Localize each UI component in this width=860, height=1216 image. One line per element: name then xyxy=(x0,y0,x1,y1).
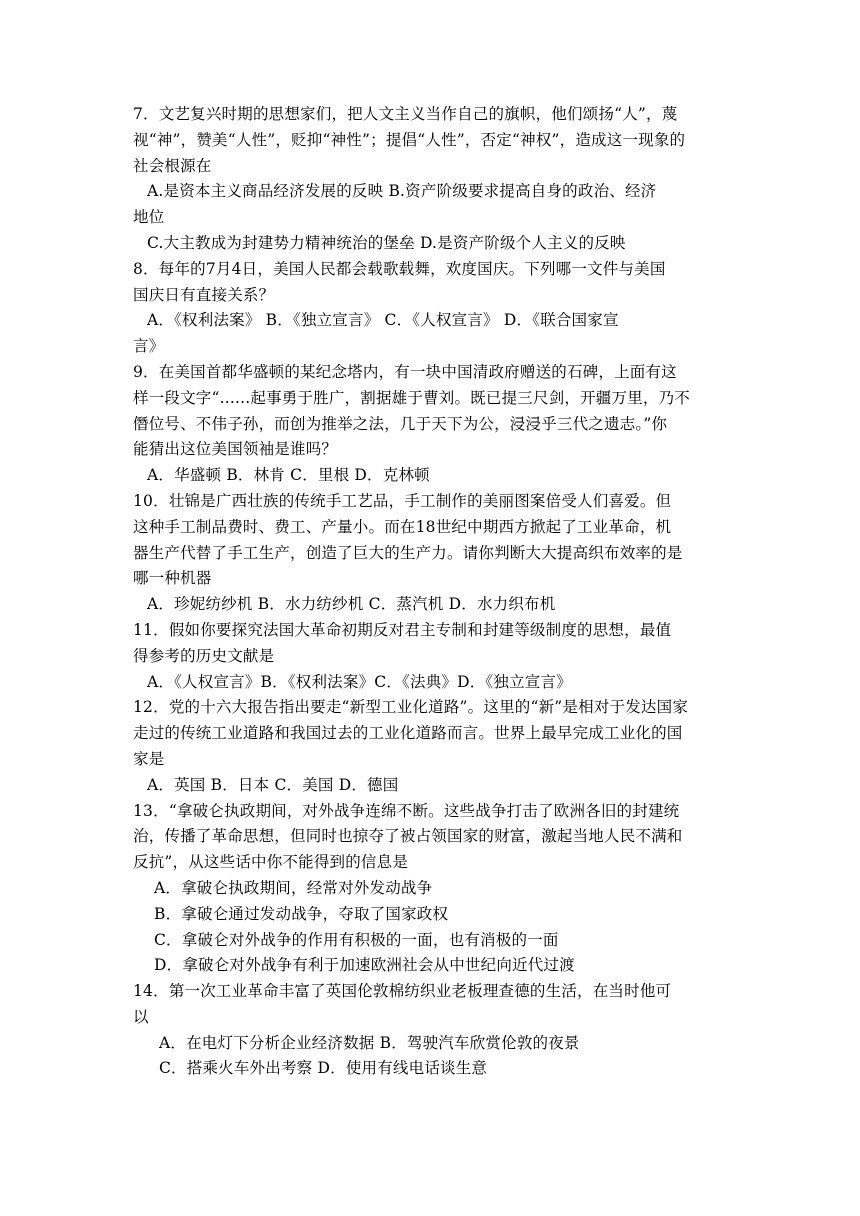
question-12-stem-line: 12．党的十六大报告指出要走“新型工业化道路”。这里的“新”是相对于发达国家 xyxy=(133,698,689,717)
question-9-option-line: A．华盛顿 B．林肯 C．里根 D．克林顿 xyxy=(147,466,430,485)
question-14 xyxy=(133,979,733,1082)
question-14-option-line: C．搭乘火车外出考察 D．使用有线电话谈生意 xyxy=(159,1059,488,1078)
question-8-option-line: 言》 xyxy=(133,337,165,356)
question-8-stem-line: 8．每年的7月4日，美国人民都会载歌载舞，欢度国庆。下列哪一文件与美国 xyxy=(133,259,666,278)
question-13-option-line: B．拿破仑通过发动战争，夺取了国家政权 xyxy=(154,904,449,923)
question-12-stem-line: 走过的传统工业道路和我国过去的工业化道路而言。世界上最早完成工业化的国 xyxy=(133,724,683,743)
question-10-stem-line: 这种手工制品费时、费工、产量小。而在18世纪中期西方掀起了工业革命，机 xyxy=(133,517,672,536)
question-7-stem-line: 7．文艺复兴时期的思想家们，把人文主义当作自己的旗帜，他们颂扬“人”，蔑 xyxy=(133,105,678,123)
question-10 xyxy=(133,489,733,618)
question-9-stem-line: 能猜出这位美国领袖是谁吗？ xyxy=(133,440,338,459)
question-9-stem-line: 9．在美国首都华盛顿的某纪念塔内，有一块中国清政府赠送的石碑，上面有这 xyxy=(133,362,677,381)
question-10-option-line: A．珍妮纺纱机 B．水力纺纱机 C．蒸汽机 D．水力织布机 xyxy=(147,595,556,614)
question-11-stem-line: 得参考的历史文献是 xyxy=(133,646,275,665)
question-13-stem-line: 治，传播了革命思想，但同时也掠夺了被占领国家的财富，激起当地人民不满和 xyxy=(133,827,683,846)
question-8-stem-line: 国庆日有直接关系？ xyxy=(133,285,275,304)
question-11-option-line: A．《人权宣言》B．《权利法案》C．《法典》D．《独立宣言》 xyxy=(147,672,572,691)
question-11-stem-line: 11．假如你要探究法国大革命初期反对君主专制和封建等级制度的思想，最值 xyxy=(133,620,672,639)
question-14-stem-line: 以 xyxy=(133,1007,149,1026)
question-7-option-line: 地位 xyxy=(133,208,165,227)
question-14-stem-line: 14．第一次工业革命丰富了英国伦敦棉纺织业老板理查德的生活，在当时他可 xyxy=(133,982,672,1001)
question-9-stem-line: 僭位号、不伟子孙，而创为推举之法，几于天下为公，浸浸乎三代之遗志。”你 xyxy=(133,414,668,433)
question-10-stem-line: 器生产代替了手工生产，创造了巨大的生产力。请你判断大大提高织布效率的是 xyxy=(133,543,683,562)
question-10-stem-line: 10．壮锦是广西壮族的传统手工艺品，手工制作的美丽图案倍受人们喜爱。但 xyxy=(133,491,672,510)
question-13 xyxy=(133,799,733,980)
question-7-stem-line: 视“神”，赞美“人性”，贬抑“神性”；提倡“人性”，否定“神权”，造成这一现象的 xyxy=(133,130,686,149)
question-13-option-line: D．拿破仑对外战争有利于加速欧洲社会从中世纪向近代过渡 xyxy=(154,956,575,975)
question-9-stem-line: 样一段文字“......起事勇于胜广，割据雄于曹刘。既已提三尺剑，开疆万里，乃不 xyxy=(133,388,690,407)
question-11 xyxy=(133,618,733,695)
question-7-option-line: C.大主教成为封建势力精神统治的堡垒 D.是资产阶级个人主义的反映 xyxy=(147,233,626,252)
question-12 xyxy=(133,695,733,798)
question-14-option-line: A．在电灯下分析企业经济数据 B．驾驶汽车欣赏伦敦的夜景 xyxy=(159,1033,580,1052)
question-list xyxy=(133,102,733,1082)
question-13-stem-line: 反抗”，从这些话中你不能得到的信息是 xyxy=(133,853,409,872)
question-13-stem-line: 13．“拿破仑执政期间，对外战争连绵不断。这些战争打击了欧洲各旧的封建统 xyxy=(133,801,680,820)
question-13-option-line: C．拿破仑对外战争的作用有积极的一面，也有消极的一面 xyxy=(154,930,559,949)
question-7 xyxy=(133,102,733,257)
question-12-stem-line: 家是 xyxy=(133,749,165,768)
question-10-stem-line: 哪一种机器 xyxy=(133,569,212,588)
question-8-option-line: A．《权利法案》 B．《独立宣言》 C．《人权宣言》 D．《联合国家宣 xyxy=(147,311,619,330)
question-13-option-line: A．拿破仑执政期间，经常对外发动战争 xyxy=(154,878,433,897)
question-7-option-line: A.是资本主义商品经济发展的反映 B.资产阶级要求提高自身的政治、经济 xyxy=(147,182,657,201)
question-12-option-line: A．英国 B．日本 C．美国 D．德国 xyxy=(147,775,399,794)
question-8 xyxy=(133,257,733,360)
question-9 xyxy=(133,360,733,489)
question-7-stem-line: 社会根源在 xyxy=(133,156,212,175)
